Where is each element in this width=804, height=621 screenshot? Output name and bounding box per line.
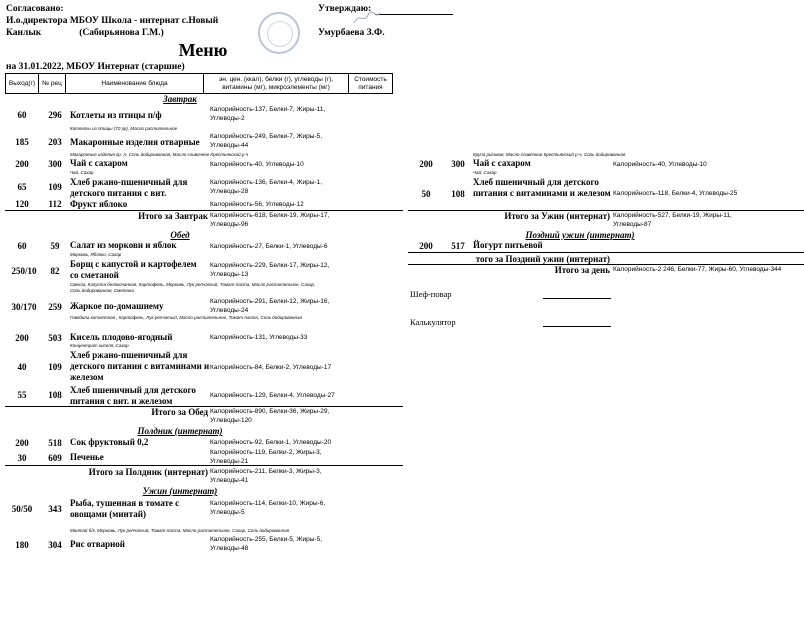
divider	[408, 252, 804, 253]
l6-name: Хлеб пшеничный для детского питания с вит. и железом	[70, 385, 196, 406]
column-header-table	[5, 73, 393, 94]
lunch-total: Итого за Обед	[151, 407, 208, 417]
l5-name: Хлеб ржано-пшеничный для детского питания с витаминами и железом	[70, 350, 210, 382]
lunch-total-nutrition: Калорийность-890, Белки-36, Жиры-29, Углеводы-120	[210, 408, 330, 424]
d2-recipe: 304	[48, 540, 62, 550]
b4-output: 65	[17, 182, 27, 192]
section-lunch: Обед	[170, 230, 190, 240]
approved-line2	[6, 27, 218, 39]
d2-nutrition: Калорийность-255, Белки-5, Жиры-5, Углеводы-48	[210, 536, 323, 552]
s1-recipe: 518	[48, 438, 62, 448]
b2-output: 185	[15, 137, 29, 147]
dinner-total: Итого за Ужин (интернат)	[504, 211, 610, 221]
s2-name: Печенье	[70, 452, 104, 462]
divider	[5, 465, 403, 466]
signature-line	[375, 14, 453, 15]
l3-nutrition: Калорийность-291, Белки-12, Жиры-16, Углеводы-24	[210, 298, 330, 314]
approved-place: Канлык	[6, 28, 42, 38]
col-output: Выход(г)	[6, 74, 39, 94]
chef-label: Шеф-повар	[410, 289, 452, 299]
s2-nutrition: Калорийность-119, Белки-2, Жиры-3, Углеводы-21	[210, 449, 322, 465]
col-price: Стоимость питания	[349, 74, 393, 94]
b1-ingredients: Котлеты из птицы (70 гр), Масло растительное	[70, 126, 178, 131]
confirm-name: Умурбаева З.Ф.	[318, 28, 385, 38]
b4-nutrition: Калорийность-136, Белки-4, Жиры-1, Углеводы-28	[210, 179, 323, 195]
l3-output: 30/170	[11, 302, 37, 312]
calculator-signature-line	[543, 326, 611, 327]
l4-ingredients: Концентрат киселя, Сахар	[70, 343, 129, 348]
b4-recipe: 109	[48, 182, 62, 192]
d1-ingredients: Минтай б/г, Морковь, Лук репчатый, Томат-паста, Масло растительное, Сахар, Соль йодированная	[70, 528, 289, 533]
d2-output: 180	[15, 540, 29, 550]
l6-output: 55	[17, 390, 27, 400]
signature-mark	[352, 10, 382, 26]
s1-nutrition: Калорийность-92, Белки-1, Углеводы-20	[210, 439, 332, 446]
s1-output: 200	[15, 438, 29, 448]
b2-nutrition: Калорийность-249, Белки-7, Жиры-5, Углеводы-44	[210, 133, 323, 149]
l1-output: 60	[17, 241, 27, 251]
b2-ingredients: Макаронные изделия гр. А, Соль йодированная, Масло сливочное Крестьянский р-ч	[70, 152, 249, 157]
r2-name: Хлеб пшеничный для детского питания с витаминами и железом	[473, 177, 611, 198]
l1-recipe: 59	[50, 241, 60, 251]
d1-nutrition: Калорийность-114, Белки-10, Жиры-6, Углеводы-5	[210, 500, 326, 516]
page-title: Меню	[178, 40, 228, 60]
d2-name: Рис отварной	[70, 539, 125, 549]
confirm-block	[318, 3, 453, 39]
r2-recipe: 108	[451, 189, 465, 199]
l5-recipe: 109	[48, 362, 62, 372]
r1-recipe: 300	[451, 159, 465, 169]
r3-recipe: 517	[451, 241, 465, 251]
section-dinner: Ужин (интернат)	[142, 486, 218, 496]
day-total: Итого за день	[554, 265, 610, 275]
b1-name: Котлеты из птицы п/ф	[70, 110, 162, 120]
r3-name: Йогурт питьевой	[473, 240, 543, 250]
l4-recipe: 503	[48, 333, 62, 343]
r2-nutrition: Калорийность-118, Белки-4, Углеводы-25	[613, 190, 738, 197]
b3-ingredients: Чай, Сахар	[70, 170, 94, 175]
b3-output: 200	[15, 159, 29, 169]
approved-label: Согласовано:	[6, 4, 64, 14]
r1-nutrition: Калорийность-40, Углеводы-10	[613, 161, 707, 168]
l2-recipe: 82	[50, 266, 60, 276]
snack-total-nutrition: Калорийность-211, Белки-3, Жиры-3, Углеводы-41	[210, 468, 322, 484]
l1-ingredients: Морковь, Яблоко, Сахар	[70, 252, 122, 257]
s2-recipe: 609	[48, 453, 62, 463]
r1-name: Чай с сахаром	[473, 158, 531, 168]
r3-output: 200	[419, 241, 433, 251]
l1-nutrition: Калорийность-27, Белки-1, Углеводы-6	[210, 243, 328, 250]
l2-name: Борщ с капустой и картофелем со сметаной	[70, 259, 197, 280]
l6-recipe: 108	[48, 390, 62, 400]
col-name: Наименование блюда	[66, 74, 204, 94]
l2-ingredients: Свекла, Капуста белокочанная, Картофель, Морковь, Лук репчатый, Томат-паста, Масло растительное, Сахар, Соль йодированная, Сметана	[70, 282, 316, 293]
l1-name: Салат из моркови и яблок	[70, 240, 177, 250]
col-recipe: № рец	[39, 74, 66, 94]
b1-output: 60	[17, 110, 27, 120]
section-snack: Полдник (интернат)	[137, 426, 223, 436]
b3-name: Чай с сахаром	[70, 158, 128, 168]
b1-nutrition: Калорийность-137, Белки-7, Жиры-11, Углеводы-2	[210, 106, 326, 122]
approval-block	[6, 3, 218, 39]
s1-name: Сок фруктовый 0,2	[70, 437, 149, 447]
l5-output: 40	[17, 362, 27, 372]
b5-nutrition: Калорийность-56, Углеводы-12	[210, 201, 304, 208]
d1-name: Рыба, тушенная в томате с овощами (минтай)	[70, 498, 180, 519]
l3-name: Жаркое по-домашнему	[70, 301, 164, 311]
section-late-dinner: Поздний ужин (интернат)	[525, 230, 635, 240]
r1-ingredients: Чай, Сахар	[473, 170, 497, 175]
l6-nutrition: Калорийность-129, Белки-4, Углеводы-27	[210, 392, 335, 399]
b5-recipe: 112	[48, 199, 62, 209]
approved-person: (Сабирьянова Г.М.)	[79, 28, 164, 38]
l4-nutrition: Калорийность-131, Углеводы-33	[210, 334, 308, 341]
l3-ingredients: Говядина котлетная , Картофель, Лук репчатый, Масло растительное, Томат-паста, Соль йодированная	[70, 315, 302, 320]
b5-output: 120	[15, 199, 29, 209]
calculator-label: Калькулятор	[410, 317, 456, 327]
b2-recipe: 203	[48, 137, 62, 147]
day-total-nutrition: Калорийность-2 246, Белки-77, Жиры-60, Углеводы-344	[613, 266, 782, 273]
l5-nutrition: Калорийность-84, Белки-2, Углеводы-17	[210, 364, 332, 371]
b3-nutrition: Калорийность-40, Углеводы-10	[210, 161, 304, 168]
d1-output: 50/50	[11, 504, 33, 514]
chef-signature-line	[543, 298, 611, 299]
l4-name: Кисель плодово-ягодный	[70, 332, 173, 342]
col-nutrition: эн. цен. (ккал), белки (г), углеводы (г), витамины (мг), микроэлементы (мг)	[204, 74, 349, 94]
l3-recipe: 259	[48, 302, 62, 312]
l4-output: 200	[15, 333, 29, 343]
l2-output: 250/10	[11, 266, 37, 276]
d1-recipe: 343	[48, 504, 62, 514]
breakfast-total: Итого за Завтрак	[138, 211, 208, 221]
breakfast-total-nutrition: Калорийность-618, Белки-19, Жиры-17, Углеводы-96	[210, 212, 330, 228]
date-line: на 31.01.2022, МБОУ Интернат (старшие)	[6, 62, 185, 72]
r-ingredients-top: Крупа рисовая, Масло сливочное Крестьянский р-ч, Соль йодированная	[473, 152, 626, 157]
section-breakfast: Завтрак	[163, 94, 197, 104]
dinner-total-nutrition: Калорийность-527, Белки-19, Жиры-11, Углеводы-87	[613, 212, 732, 228]
b2-name: Макаронные изделия отварные	[70, 137, 200, 147]
b1-recipe: 296	[48, 110, 62, 120]
s2-output: 30	[17, 453, 27, 463]
r2-output: 50	[421, 189, 431, 199]
confirm-label: Утверждаю:	[318, 4, 372, 14]
l2-nutrition: Калорийность-229, Белки-17, Жиры-12, Углеводы-13	[210, 262, 330, 278]
snack-total: Итого за Полдник (интернат)	[88, 467, 208, 477]
late-dinner-total: того за Поздний ужин (интернат)	[475, 254, 610, 264]
b4-name: Хлеб ржано-пшеничный для детского питания с вит.	[70, 177, 188, 198]
b5-name: Фрукт яблоко	[70, 199, 128, 209]
r1-output: 200	[419, 159, 433, 169]
b3-recipe: 300	[48, 159, 62, 169]
approved-line1: И.о.директора МБОУ Школа - интернат с.Новый	[6, 16, 219, 26]
